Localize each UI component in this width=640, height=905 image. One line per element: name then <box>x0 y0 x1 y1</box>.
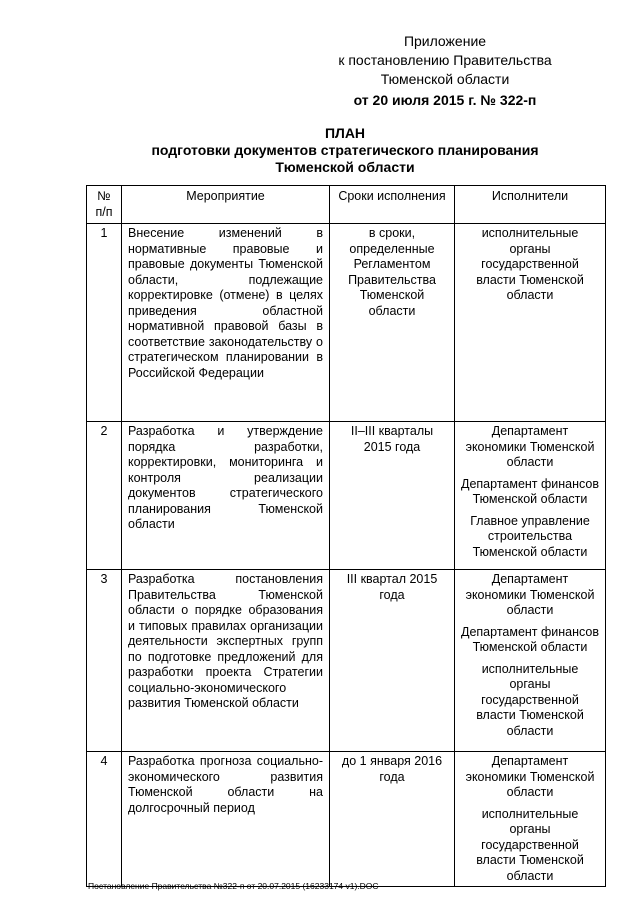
header-number <box>87 186 122 224</box>
executor-item: исполнительные органы государственной власти Тюменской области <box>476 806 584 883</box>
row-event: Разработка постановления Правительства Тюменской области о порядке образования и типовых правилах организации деятельности экспертных групп по подготовке предложений для разработки проекта Стратегии социально-экономического развития Тюменской области <box>122 570 330 752</box>
executor-item: Департамент экономики Тюменской области <box>465 572 595 617</box>
footer-filename: Постановление Правительства №322-п от 20.07.2015 (16233174 v1).DOC <box>88 881 379 891</box>
row-executors <box>455 422 606 570</box>
row-executors <box>455 570 606 752</box>
appendix-header <box>300 32 590 110</box>
row-event: Разработка прогноза социально-экономического развития Тюменской области на долгосрочный период <box>122 752 330 887</box>
executor-item: Департамент экономики Тюменской области <box>465 424 595 469</box>
title-plan: ПЛАН <box>324 125 366 141</box>
title-subject: подготовки документов стратегического планирования <box>151 142 539 158</box>
row-deadline: до 1 января 2016 года <box>330 752 455 887</box>
row-number: 4 <box>87 752 122 887</box>
row-deadline: в сроки, определенные Регламентом Правительства Тюменской области <box>330 224 455 422</box>
table-header-row <box>87 186 606 224</box>
executor-item: исполнительные органы государственной власти Тюменской области <box>476 226 584 302</box>
row-number: 3 <box>87 570 122 752</box>
executor-item: Главное управление строительства Тюменской области <box>470 513 590 559</box>
executor-item: Департамент финансов Тюменской области <box>461 476 600 506</box>
executor-item: исполнительные органы государственной власти Тюменской области <box>476 661 584 738</box>
executor-item: Департамент экономики Тюменской области <box>465 754 595 799</box>
appendix-date-number: от 20 июля 2015 г. № 322-п <box>353 92 537 108</box>
header-number-sign: № <box>97 189 111 203</box>
row-number: 1 <box>87 224 122 422</box>
header-event: Мероприятие <box>122 186 330 224</box>
row-deadline: III квартал 2015 года <box>330 570 455 752</box>
row-event: Внесение изменений в нормативные правовые и правовые документы Тюменской области, подлежащие корректировке (отмене) в целях приведения областной нормативной правовой базы в соответствие законодательству о стратегическом планировании в Российской Федерации <box>122 224 330 422</box>
header-executors: Исполнители <box>455 186 606 224</box>
table-row <box>87 752 606 887</box>
appendix-reference: к постановлению Правительства <box>338 52 552 68</box>
title-region: Тюменской области <box>275 159 415 175</box>
appendix-label: Приложение <box>403 33 487 49</box>
table-row <box>87 570 606 752</box>
table-row <box>87 224 606 422</box>
row-deadline: II–III кварталы 2015 года <box>330 422 455 570</box>
executor-item: Департамент финансов Тюменской области <box>461 624 600 654</box>
appendix-region: Тюменской области <box>380 71 510 87</box>
row-event: Разработка и утверждение порядка разработки, корректировки, мониторинга и контроля реализации документов стратегического планирования Тюменской области <box>122 422 330 570</box>
row-executors <box>455 752 606 887</box>
plan-table <box>86 185 606 887</box>
table-row <box>87 422 606 570</box>
document-title <box>85 125 605 176</box>
row-number: 2 <box>87 422 122 570</box>
row-executors <box>455 224 606 422</box>
header-number-abbr: п/п <box>95 204 113 219</box>
header-deadline: Сроки исполнения <box>330 186 455 224</box>
